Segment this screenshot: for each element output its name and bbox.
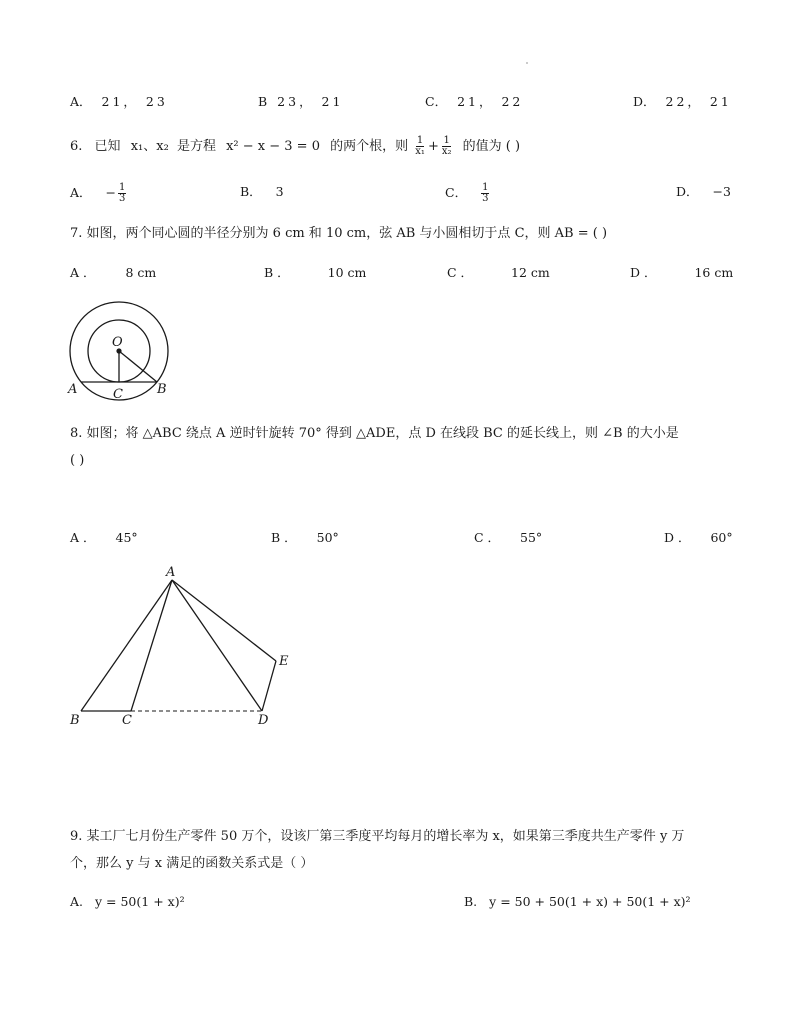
label-b: B	[157, 382, 167, 397]
q6-option-a[interactable]: A． − $\frac{1}{3}$	[70, 182, 126, 204]
q7-option-a[interactable]: A ． 8 cm	[70, 265, 157, 280]
label-b: B	[70, 713, 80, 728]
label-a: A	[68, 382, 78, 397]
q8-option-b[interactable]: B ． 50°	[271, 530, 339, 545]
q9-stem-line1: 9. 某工厂七月份生产零件 50 万个，设该厂第三季度平均每月的增长率为 x，如果第三季度共生产零件 y 万	[70, 829, 685, 844]
q8-stem-line2: ( )	[70, 453, 85, 468]
q5-option-c[interactable]: C． 21， 22	[425, 94, 524, 109]
q7-option-d[interactable]: D ． 16 cm	[630, 265, 734, 280]
q8-stem-line1: 8. 如图；将 △ABC 绕点 A 逆时针旋转 70° 得到 △ADE，点 D 在线段 BC 的延长线上，则 ∠B 的大小是	[70, 426, 679, 441]
q8-option-a[interactable]: A ． 45°	[70, 530, 138, 545]
q8-option-c[interactable]: C ． 55°	[474, 530, 543, 545]
label-d: D	[258, 713, 269, 728]
segment-ab	[81, 580, 172, 711]
q6-option-b[interactable]: B． 3	[240, 184, 284, 199]
q6-stem: 6. 已知 x₁、x₂ 是方程 x² − x − 3 = 0 的两个根，则 $\frac{1}{\text{x₁}}$ + $\frac{1}{\text{x₂}}$ 的值为 ( )	[70, 135, 521, 157]
q7-option-c[interactable]: C ． 12 cm	[447, 265, 550, 280]
segment-de	[262, 661, 276, 711]
q9-option-b[interactable]: B. y = 50 + 50(1 + x) + 50(1 + x)²	[464, 894, 691, 909]
segment-ae	[172, 580, 276, 661]
segment-ad	[172, 580, 262, 711]
q5-option-a[interactable]: A． 21， 23	[70, 94, 168, 109]
radius-ob	[119, 351, 157, 382]
q6-option-d[interactable]: D． −3	[676, 184, 731, 199]
q5-option-b[interactable]: B 23， 21	[258, 94, 344, 109]
q7-stem: 7. 如图，两个同心圆的半径分别为 6 cm 和 10 cm，弦 AB 与小圆相切于点 C，则 AB = ( )	[70, 226, 608, 241]
scan-speck	[526, 62, 528, 64]
segment-ac	[131, 580, 172, 711]
label-e: E	[279, 654, 289, 669]
q6-option-c[interactable]: C． $\frac{1}{3}$	[445, 182, 489, 204]
q7-concentric-circles-figure	[62, 298, 182, 408]
q9-stem-line2: 个，那么 y 与 x 满足的函数关系式是（ ）	[70, 856, 314, 871]
q5-option-d[interactable]: D． 22， 21	[633, 94, 732, 109]
label-a: A	[166, 565, 176, 580]
q6-fraction-2: $\frac{1}{\text{x₂}}$	[441, 135, 452, 157]
q8-rotated-triangles-figure	[64, 562, 304, 732]
q9-option-a[interactable]: A. y = 50(1 + x)²	[70, 894, 185, 909]
label-o: O	[112, 335, 123, 350]
q8-option-d[interactable]: D ． 60°	[664, 530, 733, 545]
label-c: C	[122, 713, 132, 728]
q7-option-b[interactable]: B ． 10 cm	[264, 265, 367, 280]
q6-fraction-1: $\frac{1}{\text{x₁}}$	[415, 135, 425, 157]
label-c: C	[113, 387, 123, 402]
